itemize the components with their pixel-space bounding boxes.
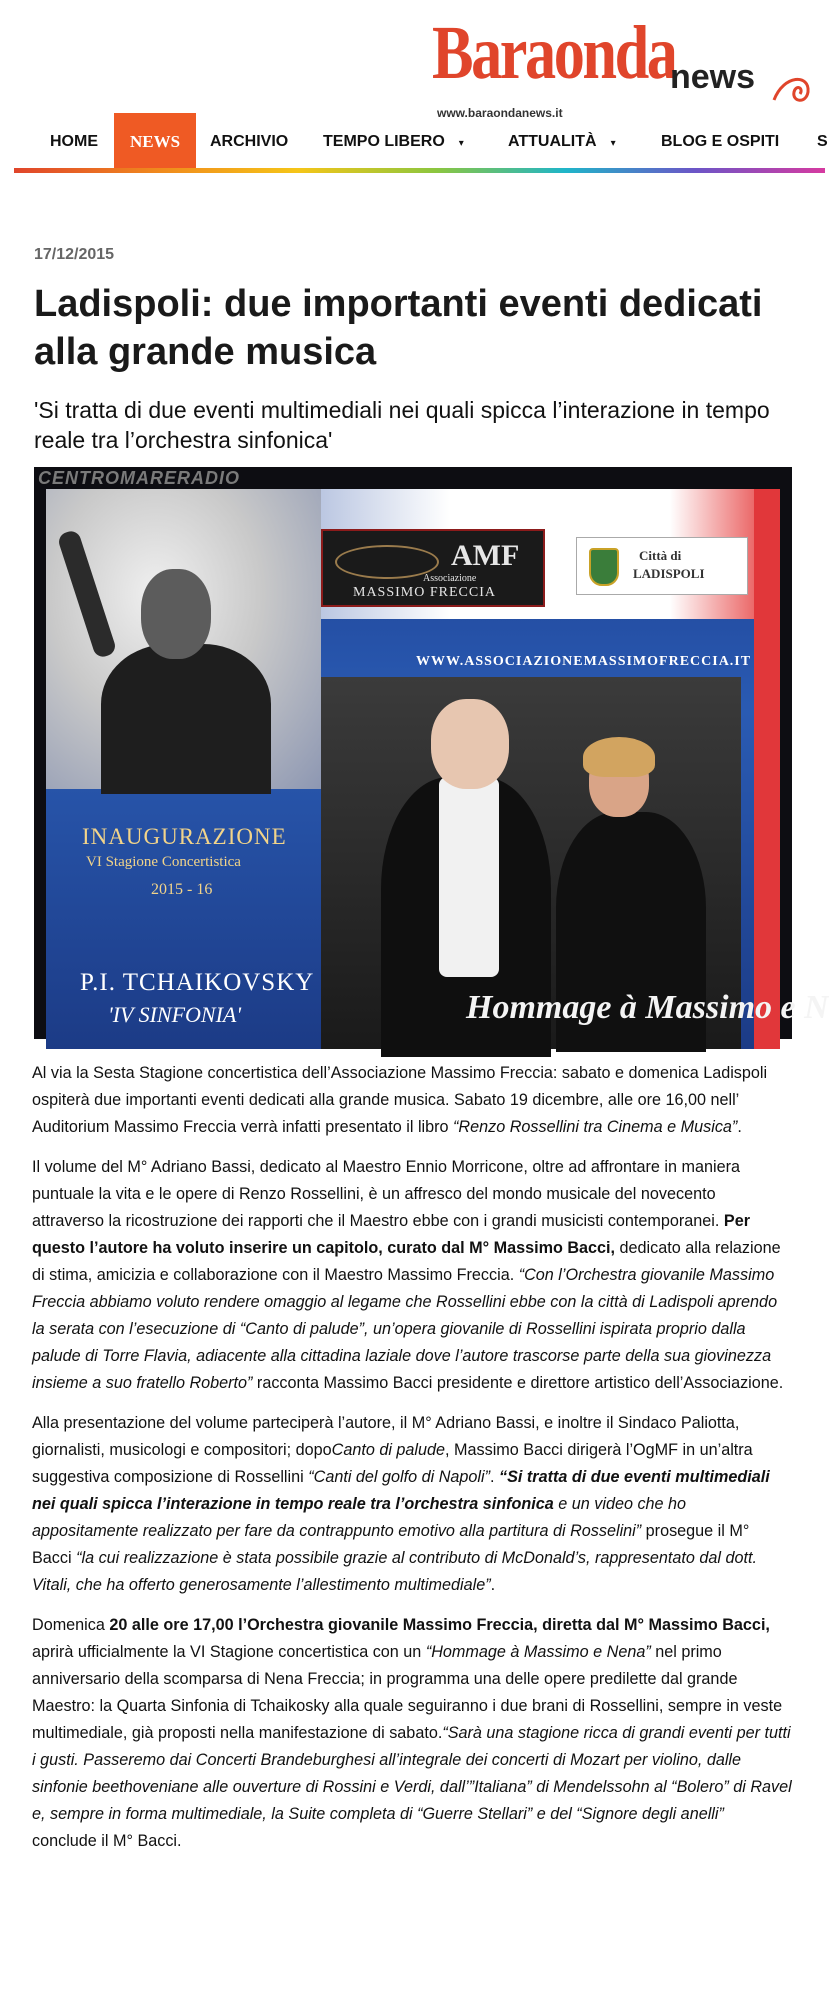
nav-item-attualita[interactable] [508,113,616,168]
conductor-body [101,644,271,794]
poster-watermark: CENTROMARERADIO [38,468,240,488]
text-run: , Massimo Bacci dirigerà l’OgMF in un’altra suggestiva composizione di Rossellini [32,1441,753,1486]
nav-item-blog-e-ospiti[interactable] [661,113,779,168]
poster-background [46,489,829,1049]
amf-name: MASSIMO FRECCIA [353,585,496,600]
text-run: Domenica [32,1616,110,1634]
text-run: Canto di palude [331,1441,446,1459]
poster-composer: P.I. TCHAIKOVSKY [80,969,315,996]
chevron-down-icon: ▾ [458,138,464,149]
poster-url: WWW.ASSOCIAZIONEMASSIMOFRECCIA.IT [416,654,752,669]
text-run: 20 alle ore 17,00 l’Orchestra giovanile Massimo Freccia, diretta dal M° Massimo Bacci, [109,1616,770,1634]
poster-hommage: Hommage à Massimo e N [466,989,829,1026]
text-run: . [490,1576,496,1594]
paragraph [32,1154,792,1397]
text-run: . [737,1118,742,1136]
nav-item-more[interactable] [817,113,828,168]
nav-item-news[interactable] [114,113,196,168]
conductor-photo [46,489,321,789]
woman-hair [583,737,655,777]
man-scarf [439,777,499,977]
text-run: Al via la Sesta Stagione concertistica dell’Associazione Massimo Freccia: sabato e domenica Ladispoli ospiterà due importanti eventi dedicati alla grande musica. Sabato 19 dicembre, alle ore 16,00 nell’ Auditorium Massimo Freccia verrà infatti presentato il libro [32,1064,768,1136]
logo-swirl-icon [770,70,814,110]
conductor-head [141,569,211,659]
text-run: dedicato alla relazione di stima, amicizia e collaborazione con il Maestro Massimo Freccia. [32,1239,781,1284]
text-run: Alla presentazione del volume parteciperà l’autore, il M° Adriano Bassi, e inoltre il Sindaco Paliotta, giornalisti, musicologi e compositori; dopo [32,1414,740,1459]
main-nav [0,113,828,171]
ladispoli-line2: LADISPOLI [633,566,705,581]
paragraph [32,1410,792,1599]
amf-assoc: Associazione [423,573,477,584]
nav-label: BLOG E OSPITI [661,133,780,150]
text-run: “Renzo Rossellini tra Cinema e Musica” [453,1118,738,1136]
text-run: “Con l’Orchestra giovanile Massimo Freccia abbiamo voluto rendere omaggio al legame che Rossellini ebbe con la città di Ladispoli aprendo la serata con l’esecuzione di “Canto di palude”, un’opera giovanile di Rossellini ispirata proprio dalla palude di Torre Flavia, adiacente alla cittadina laziale dove l’autore trascorse parte della sua giovinezza insieme a suo fratello Roberto” [32,1266,778,1392]
article-body [32,1060,792,1868]
nav-rainbow-divider [14,168,825,173]
logo-url: www.baraondanews.it [437,106,563,120]
paragraph [32,1060,792,1141]
text-run: “la cui realizzazione è stata possibile grazie al contributo di McDonald’s, rappresentato dal dott. Vitali, che ha offerto generosamente l’allestimento multimediale” [32,1549,757,1594]
man-head [431,699,509,789]
article-title: Ladispoli: due importanti eventi dedicati alla grande musica [34,283,763,373]
nav-label: TEMPO LIBERO [323,133,445,150]
article-image[interactable] [34,467,829,1039]
article-subtitle: 'Si tratta di due eventi multimediali nei quali spicca l’interazione in tempo reale tra l’orchestra sinfonica' [34,397,770,453]
ladispoli-logo [576,537,748,595]
text-run: “Sarà una stagione ricca di grandi eventi per tutti i gusti. Passeremo dai Concerti Brandeburghesi all’integrale dei concerti di Mozart per violino, dalle sinfonie beethoveniane alle ouverture di Rossini e Verdi, dall’”Italiana” di Mendelssohn al “Bolero” di Ravel e, sempre in forma multimediale, la Suite completa di “Guerre Stellari” e del “Signore degli anelli” [32,1724,792,1823]
text-run: nel primo anniversario della scomparsa di Nena Freccia; in programma una delle opere predilette dal grande Maestro: la Quarta Sinfonia di Tchaikosky alla quale seguiranno i due brani di Rossellini, sempre in veste multimediale, già proposti nella manifestazione di sabato. [32,1643,783,1742]
crest-icon [589,548,619,586]
poster-inaugurazione: INAUGURAZIONE [82,824,287,849]
text-run: racconta Massimo Bacci presidente e direttore artistico dell’Associazione. [252,1374,784,1392]
conductor-arm [56,529,117,659]
text-run: “Si tratta di due eventi multimediali nei quali spicca l’interazione in tempo reale tra l’orchestra sinfonica [32,1468,770,1513]
text-run: e un video che ho appositamente realizzato per fare da contrappunto emotivo alla partitura di Rosselini” [32,1495,687,1540]
text-run: Per questo l’autore ha voluto inserire un capitolo, curato dal M° Massimo Bacci, [32,1212,751,1257]
poster-year: 2015 - 16 [151,881,213,898]
text-run: aprirà ufficialmente la VI Stagione concertistica con un [32,1643,426,1661]
poster-sinfonia: 'IV SINFONIA' [108,1002,242,1027]
article-date: 17/12/2015 [34,246,115,263]
poster-stagione: VI Stagione Concertistica [86,854,241,870]
nav-label: NEWS [130,132,181,151]
chevron-down-icon: ▾ [610,138,616,149]
text-run: . [490,1468,499,1486]
poster-flag-stripe [754,489,780,1049]
nav-label: S [817,133,828,150]
logo-news-text: news [670,58,756,96]
text-run: “Hommage à Massimo e Nena” [425,1643,651,1661]
nav-label: HOME [50,133,98,150]
nav-label: ARCHIVIO [210,133,289,150]
nav-item-tempo-libero[interactable] [323,113,464,168]
nav-item-home[interactable] [50,113,98,168]
ladispoli-line1: Città di [639,548,682,563]
logo-wordmark: Baraonda [432,11,676,95]
site-logo[interactable] [432,8,812,118]
nav-item-archivio[interactable] [210,113,288,168]
nav-label: ATTUALITÀ [508,133,597,150]
amf-logo [321,529,545,607]
paragraph [32,1612,792,1855]
amf-title: AMF [451,539,520,572]
text-run: “Canti del golfo di Napoli” [308,1468,490,1486]
text-run: prosegue il M° Bacci [32,1522,750,1567]
text-run: Il volume del M° Adriano Bassi, dedicato al Maestro Ennio Morricone, oltre ad affrontare in maniera puntuale la vita e le opere di Renzo Rossellini, è un affresco del mondo musicale del novecento attraverso la ricostruzione dei rapporti che il Maestro ebbe con i grandi musicisti contemporanei. [32,1158,740,1230]
text-run: conclude il M° Bacci. [32,1832,182,1850]
